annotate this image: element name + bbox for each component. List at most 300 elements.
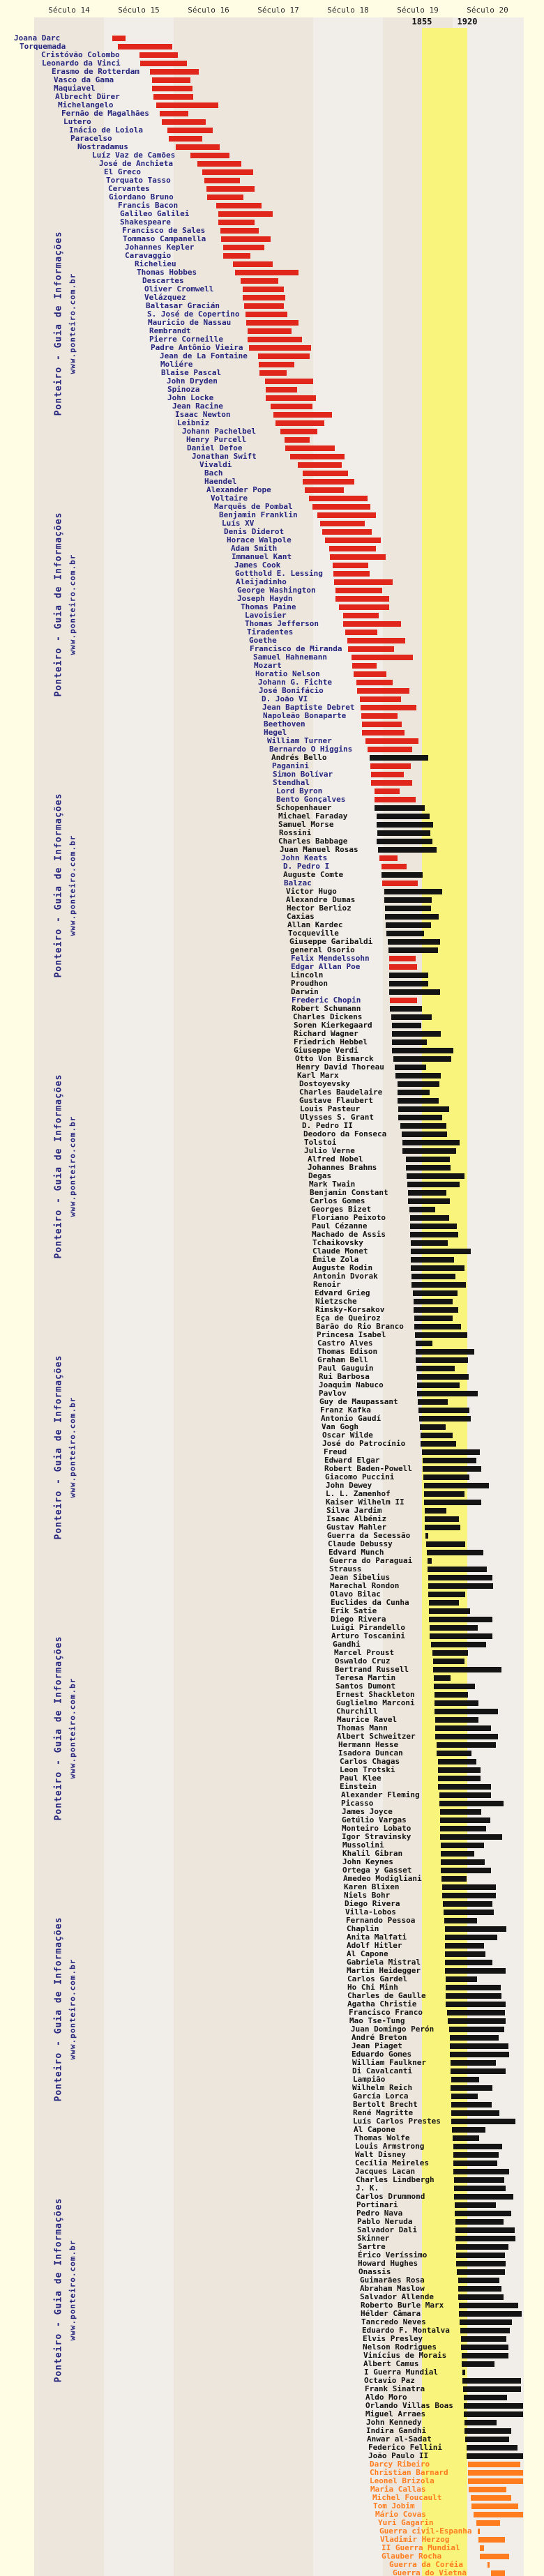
person-name: Amedeo Modigliani [343, 1874, 422, 1883]
person-name: Auguste Rodin [312, 1263, 373, 1272]
lifespan-bar [334, 579, 393, 585]
person-name: Guerra do Vietnã [393, 2568, 467, 2576]
lifespan-bar [393, 1056, 451, 1062]
lifespan-bar [480, 2545, 484, 2551]
person-name: Michel Foucault [372, 2493, 442, 2502]
person-name: Luís Carlos Prestes [353, 2117, 441, 2126]
lifespan-bar [389, 964, 417, 970]
person-name: Otto Von Bismarck [295, 1054, 374, 1063]
lifespan-bar [445, 1968, 506, 1974]
person-name: Paul Cézanne [312, 1221, 368, 1230]
person-name: Henry Purcell [186, 435, 247, 444]
person-name: Bernardo O Higgins [269, 745, 353, 754]
person-name: Charles de Gaulle [347, 1991, 426, 2000]
lifespan-bar [454, 2177, 504, 2183]
person-name: Isaac Newton [175, 410, 231, 419]
lifespan-bar [398, 1081, 439, 1087]
person-name: Gustav Mahler [326, 1523, 387, 1532]
century-header: Século 15 [118, 6, 160, 15]
person-name: Joaquim Nabuco [319, 1380, 384, 1389]
person-name: Miguel Arraes [365, 2409, 426, 2418]
lifespan-bar [453, 2135, 479, 2141]
lifespan-bar [428, 1592, 465, 1597]
person-name: Émile Zola [312, 1255, 359, 1264]
lifespan-bar [441, 1868, 491, 1873]
person-name: Claude Debussy [328, 1539, 393, 1548]
person-name: Jacques Lacan [355, 2167, 416, 2176]
lifespan-bar [478, 2529, 480, 2534]
band-start-label: 1855 [411, 17, 432, 26]
person-name: Immanuel Kant [232, 552, 292, 561]
lifespan-bar [433, 1667, 501, 1672]
person-name: Goethe [249, 636, 277, 645]
person-name: Johann Pachelbel [182, 427, 256, 436]
person-name: Charles Dickens [293, 1012, 363, 1021]
lifespan-bar [428, 1575, 492, 1580]
lifespan-bar [377, 830, 430, 836]
lifespan-bar [400, 1123, 446, 1129]
lifespan-bar [333, 571, 370, 577]
lifespan-bar [335, 596, 389, 602]
person-name: Alfred Nobel [308, 1154, 363, 1164]
lifespan-bar [491, 2570, 505, 2576]
lifespan-bar [140, 61, 187, 66]
lifespan-bar [451, 2110, 499, 2116]
watermark-text: Ponteiro - Guia de Informações [53, 1355, 64, 1540]
person-name: Alexandre Dumas [286, 895, 356, 904]
lifespan-bar [325, 538, 381, 543]
lifespan-bar [190, 153, 229, 158]
person-name: Machado de Assis [312, 1230, 386, 1239]
person-name: Rembrandt [149, 326, 191, 335]
century-header: Século 17 [257, 6, 299, 15]
person-name: Luíz Vaz de Camões [92, 151, 176, 160]
watermark-text: Ponteiro - Guia de Informações [53, 793, 64, 978]
lifespan-bar [258, 353, 310, 359]
person-name: Picasso [341, 1799, 374, 1808]
person-name: Kaiser Wilhelm II [326, 1497, 405, 1507]
person-name: Pierre Corneille [149, 335, 223, 344]
person-name: Oliver Cromwell [144, 284, 214, 294]
person-name: Frank Sinatra [365, 2384, 425, 2393]
lifespan-bar [309, 496, 368, 501]
lifespan-bar [218, 220, 255, 225]
lifespan-bar [413, 1290, 458, 1296]
lifespan-bar [418, 1399, 448, 1405]
lifespan-bar [386, 922, 431, 928]
lifespan-bar [455, 2211, 511, 2216]
person-name: Fernão de Magalhães [61, 109, 149, 118]
lifespan-bar [371, 772, 404, 777]
watermark-url: www.ponteiro.com.br [68, 554, 77, 655]
lifespan-bar [375, 805, 425, 811]
person-name: Thomas Wolfe [354, 2133, 410, 2142]
lifespan-bar [389, 989, 440, 995]
person-name: Rimsky-Korsakov [315, 1305, 385, 1314]
person-name: Galileo Galilei [120, 209, 190, 218]
lifespan-bar [271, 404, 312, 409]
person-name: Paul Gauguin [318, 1364, 374, 1373]
person-name: Salvador Dali [357, 2225, 418, 2234]
person-name: José de Anchieta [99, 159, 173, 168]
person-name: Vivaldi [199, 460, 232, 469]
lifespan-bar [464, 2403, 523, 2409]
lifespan-bar [335, 588, 382, 593]
person-name: Erik Satie [331, 1606, 377, 1615]
lifespan-bar [402, 1148, 456, 1154]
lifespan-bar [389, 956, 416, 961]
lifespan-bar [204, 178, 240, 183]
lifespan-bar [410, 1224, 457, 1229]
person-name: Spinoza [167, 385, 200, 394]
lifespan-bar [375, 788, 400, 794]
person-name: Princesa Isabel [317, 1330, 386, 1339]
lifespan-bar [427, 1550, 483, 1555]
lifespan-bar [476, 2520, 500, 2526]
lifespan-bar [243, 295, 285, 300]
lifespan-bar [453, 2152, 499, 2158]
person-name: Hélder Câmara [361, 2309, 421, 2318]
person-name: Andrés Bello [271, 753, 327, 762]
person-name: Bertolt Brecht [353, 2100, 418, 2109]
lifespan-bar [377, 814, 430, 819]
watermark-url: www.ponteiro.com.br [68, 834, 77, 936]
person-name: Floriano Peixoto [312, 1213, 386, 1222]
lifespan-bar [392, 1039, 427, 1045]
lifespan-bar [464, 2411, 523, 2417]
person-name: Glauber Rocha [381, 2552, 442, 2561]
lifespan-bar [455, 2236, 515, 2241]
person-name: Gabriela Mistral [347, 1958, 421, 1967]
lifespan-bar [438, 1784, 491, 1790]
person-name: Mussolini [342, 1840, 384, 1850]
lifespan-bar [312, 504, 370, 510]
person-name: Paganini [272, 761, 309, 770]
lifespan-bar [416, 1357, 468, 1363]
watermark-text: Ponteiro - Guia de Informações [53, 512, 64, 697]
person-name: Churchill [336, 1707, 378, 1716]
person-name: Marechal Rondon [330, 1581, 400, 1590]
lifespan-bar [392, 1048, 453, 1053]
lifespan-bar [441, 1843, 484, 1848]
lifespan-bar [322, 529, 372, 535]
lifespan-bar [398, 1090, 430, 1095]
lifespan-bar [417, 1374, 469, 1380]
watermark-text: Ponteiro - Guia de Informações [53, 1916, 64, 2102]
person-name: Lord Byron [276, 786, 323, 795]
watermark-text: Ponteiro - Guia de Informações [53, 1636, 64, 1821]
person-name: D. João VI [262, 694, 308, 703]
lifespan-bar [305, 487, 344, 493]
lifespan-bar [411, 1240, 448, 1246]
lifespan-bar [220, 228, 259, 234]
person-name: Edgar Allan Poe [291, 962, 361, 971]
lifespan-bar [348, 646, 394, 652]
lifespan-bar [352, 663, 377, 669]
lifespan-bar [390, 1006, 422, 1012]
lifespan-bar [303, 471, 348, 476]
person-name: Francis Bacon [118, 201, 179, 210]
lifespan-bar [152, 86, 192, 91]
person-name: Velázquez [144, 293, 186, 302]
person-name: Ho Chi Minh [347, 1983, 398, 1992]
lifespan-bar [426, 1541, 465, 1547]
person-name: Blaise Pascal [161, 368, 222, 377]
lifespan-bar [458, 2294, 504, 2300]
person-name: Michelangelo [58, 100, 114, 109]
lifespan-bar [207, 195, 243, 200]
person-name: Joana Darc [14, 33, 61, 43]
lifespan-bar [156, 102, 218, 108]
person-name: Diego Rivera [331, 1615, 386, 1624]
person-name: Chaplin [347, 1924, 379, 1933]
person-name: Jonathan Swift [192, 452, 257, 461]
lifespan-bar [441, 1876, 467, 1882]
lifespan-bar [454, 2194, 513, 2200]
person-name: I Guerra Mundial [364, 2368, 438, 2377]
person-name: Agatha Christie [347, 1999, 417, 2009]
lifespan-bar [429, 1617, 492, 1622]
lifespan-bar [435, 1700, 478, 1706]
lifespan-bar [259, 362, 294, 367]
person-name: Mozart [254, 661, 282, 670]
person-name: Al Capone [347, 1949, 388, 1958]
lifespan-bar [453, 2169, 509, 2174]
lifespan-bar [398, 1106, 449, 1112]
person-name: Vinícius de Morais [363, 2351, 447, 2360]
lifespan-bar [420, 1424, 446, 1430]
person-name: Nietzsche [315, 1297, 357, 1306]
person-name: Ulysses S. Grant [300, 1113, 374, 1122]
lifespan-bar [423, 1458, 476, 1463]
person-name: Mao Tse-Tung [349, 2016, 405, 2025]
lifespan-bar [423, 1474, 469, 1480]
lifespan-bar [361, 713, 398, 719]
person-name: John Kennedy [366, 2418, 422, 2427]
lifespan-bar [464, 2395, 507, 2400]
lifespan-bar [440, 1817, 490, 1823]
century-stripe [104, 17, 174, 2576]
lifespan-bar [451, 2077, 479, 2082]
lifespan-bar [398, 1115, 442, 1120]
lifespan-bar [460, 2328, 510, 2333]
person-name: Erasmo de Rotterdam [52, 67, 139, 76]
person-name: Gotthold E. Lessing [235, 569, 323, 578]
lifespan-bar [243, 287, 284, 292]
person-name: Charles Babbage [278, 837, 348, 846]
person-name: Alexander Pope [206, 485, 271, 494]
person-name: Antonio Gaudí [321, 1414, 381, 1423]
lifespan-bar [388, 939, 440, 945]
person-name: Howard Hughes [358, 2259, 418, 2268]
lifespan-bar [458, 2278, 499, 2283]
person-name: Nostradamus [77, 142, 128, 151]
century-header: Século 14 [48, 6, 90, 15]
person-name: Haendel [204, 477, 237, 486]
lifespan-bar [478, 2537, 505, 2543]
person-name: Carlos Chagas [340, 1757, 400, 1766]
person-name: Strauss [329, 1564, 362, 1573]
lifespan-bar [468, 2462, 520, 2467]
person-name: Soren Kierkegaard [294, 1021, 372, 1030]
lifespan-bar [411, 1274, 455, 1279]
lifespan-bar [462, 2370, 465, 2375]
lifespan-bar [416, 1341, 432, 1346]
lifespan-bar [471, 2503, 518, 2509]
lifespan-bar [425, 1508, 446, 1514]
lifespan-bar [245, 312, 287, 317]
lifespan-bar [176, 144, 220, 150]
person-name: Jean Racine [172, 402, 223, 411]
person-name: Jean Sibelius [330, 1573, 391, 1582]
lifespan-bar [356, 680, 393, 685]
lifespan-bar [206, 186, 255, 192]
lifespan-bar [446, 2002, 506, 2007]
lifespan-bar [377, 839, 432, 844]
person-name: Sartre [358, 2242, 386, 2251]
person-name: Castro Alves [317, 1339, 373, 1348]
lifespan-bar [451, 2060, 496, 2066]
person-name: Wilhelm Reich [352, 2083, 413, 2092]
person-name: Caxias [287, 912, 315, 921]
person-name: Padre Antônio Vieira [151, 343, 243, 352]
lifespan-bar [423, 1466, 481, 1472]
person-name: Louis Pasteur [300, 1104, 361, 1113]
lifespan-bar [411, 1265, 464, 1271]
lifespan-bar [452, 2127, 485, 2133]
person-name: Leonel Brizola [370, 2476, 435, 2485]
lifespan-bar [424, 1483, 489, 1488]
person-name: Einstein [340, 1782, 377, 1791]
person-name: Richelieu [135, 259, 176, 268]
lifespan-bar [406, 1157, 450, 1162]
person-name: Guerra civil-Espanha [379, 2527, 472, 2536]
person-name: William Faulkner [352, 2058, 426, 2067]
person-name: Jean Baptiste Debret [262, 703, 355, 712]
person-name: John Dryden [167, 376, 218, 386]
lifespan-bar [440, 1826, 486, 1831]
lifespan-bar [160, 111, 188, 116]
person-name: Friedrich Hebbel [294, 1037, 368, 1046]
lifespan-bar [266, 387, 297, 393]
person-name: Hector Berlioz [287, 904, 352, 913]
person-name: Giuseppe Garibaldi [289, 937, 373, 946]
lifespan-bar [456, 2253, 505, 2258]
person-name: John Keynes [342, 1857, 393, 1866]
person-name: Rui Barbosa [319, 1372, 370, 1381]
person-name: Renoir [313, 1280, 341, 1289]
person-name: Edvard Grieg [315, 1288, 370, 1297]
lifespan-bar [407, 1173, 464, 1179]
lifespan-bar [434, 1684, 475, 1689]
person-name: Albrecht Dürer [55, 92, 120, 101]
person-name: Caravaggio [125, 251, 172, 260]
lifespan-bar [333, 563, 368, 568]
person-name: Marquês de Pombal [214, 502, 293, 511]
person-name: Auguste Comte [283, 870, 344, 879]
lifespan-bar [259, 370, 287, 376]
lifespan-bar [221, 236, 271, 242]
lifespan-bar [425, 1533, 428, 1539]
lifespan-bar [444, 1910, 494, 1915]
lifespan-bar [439, 1792, 491, 1798]
person-name: Maria Callas [370, 2485, 426, 2494]
lifespan-bar [357, 688, 409, 694]
person-name: Torquemada [20, 42, 66, 51]
person-name: general Osorio [290, 945, 355, 954]
lifespan-bar [462, 2361, 494, 2367]
person-name: Anita Malfati [347, 1933, 407, 1942]
lifespan-bar [416, 1366, 455, 1371]
person-name: Carlos Drummond [356, 2192, 425, 2201]
person-name: J. K. [356, 2183, 379, 2193]
person-name: Jean Piaget [352, 2041, 402, 2050]
band-end-label: 1920 [457, 17, 478, 26]
lifespan-bar [461, 2345, 508, 2350]
lifespan-bar [469, 2487, 506, 2492]
lifespan-bar [202, 169, 253, 175]
person-name: Yuri Gagarin [378, 2518, 434, 2527]
lifespan-bar [384, 889, 442, 894]
person-name: Paracelso [70, 134, 112, 143]
person-name: Roberto Burle Marx [361, 2301, 444, 2310]
person-name: Joseph Haydn [237, 594, 293, 603]
lifespan-bar [379, 855, 398, 861]
person-name: El Greco [104, 167, 141, 176]
person-name: Stendhal [273, 778, 310, 787]
person-name: Pedro Nava [356, 2209, 403, 2218]
person-name: Lampião [353, 2075, 386, 2084]
person-name: Inácio de Loiola [69, 125, 143, 135]
person-name: Deodoro da Fonseca [303, 1129, 387, 1138]
person-name: Freud [324, 1447, 347, 1456]
lifespan-bar [339, 604, 389, 610]
lifespan-bar [446, 1993, 501, 1999]
person-name: Tiradentes [247, 627, 294, 637]
lifespan-bar [460, 2319, 512, 2325]
lifespan-bar [474, 2512, 523, 2517]
lifespan-bar [162, 119, 206, 125]
lifespan-bar [317, 512, 376, 518]
person-name: Euclides da Cunha [331, 1598, 409, 1607]
person-name: Guy de Maupassant [319, 1397, 398, 1406]
lifespan-bar [428, 1558, 432, 1564]
lifespan-bar [329, 546, 376, 551]
person-name: Silva Jardim [326, 1506, 382, 1515]
person-name: Karen Blixen [344, 1882, 400, 1891]
person-name: Monteiro Lobato [342, 1824, 411, 1833]
lifespan-bar [432, 1650, 468, 1656]
lifespan-bar [431, 1642, 486, 1647]
lifespan-bar [167, 128, 213, 133]
lifespan-bar [343, 621, 401, 627]
lifespan-bar [414, 1324, 461, 1329]
person-name: Albert Schweitzer [337, 1732, 416, 1741]
person-name: Horace Walpole [227, 535, 292, 544]
watermark-url: www.ponteiro.com.br [68, 1115, 77, 1217]
lifespan-bar [451, 2094, 478, 2099]
person-name: Moliére [160, 360, 193, 369]
person-name: Octavio Paz [364, 2376, 415, 2385]
lifespan-bar [392, 1023, 421, 1028]
lifespan-bar [424, 1500, 481, 1505]
person-name: Michael Faraday [278, 811, 348, 821]
person-name: Thomas Hobbes [137, 268, 197, 277]
lifespan-bar [445, 1926, 506, 1932]
person-name: S. José de Copertino [147, 310, 240, 319]
lifespan-bar [438, 1767, 481, 1773]
lifespan-bar [438, 1776, 481, 1781]
